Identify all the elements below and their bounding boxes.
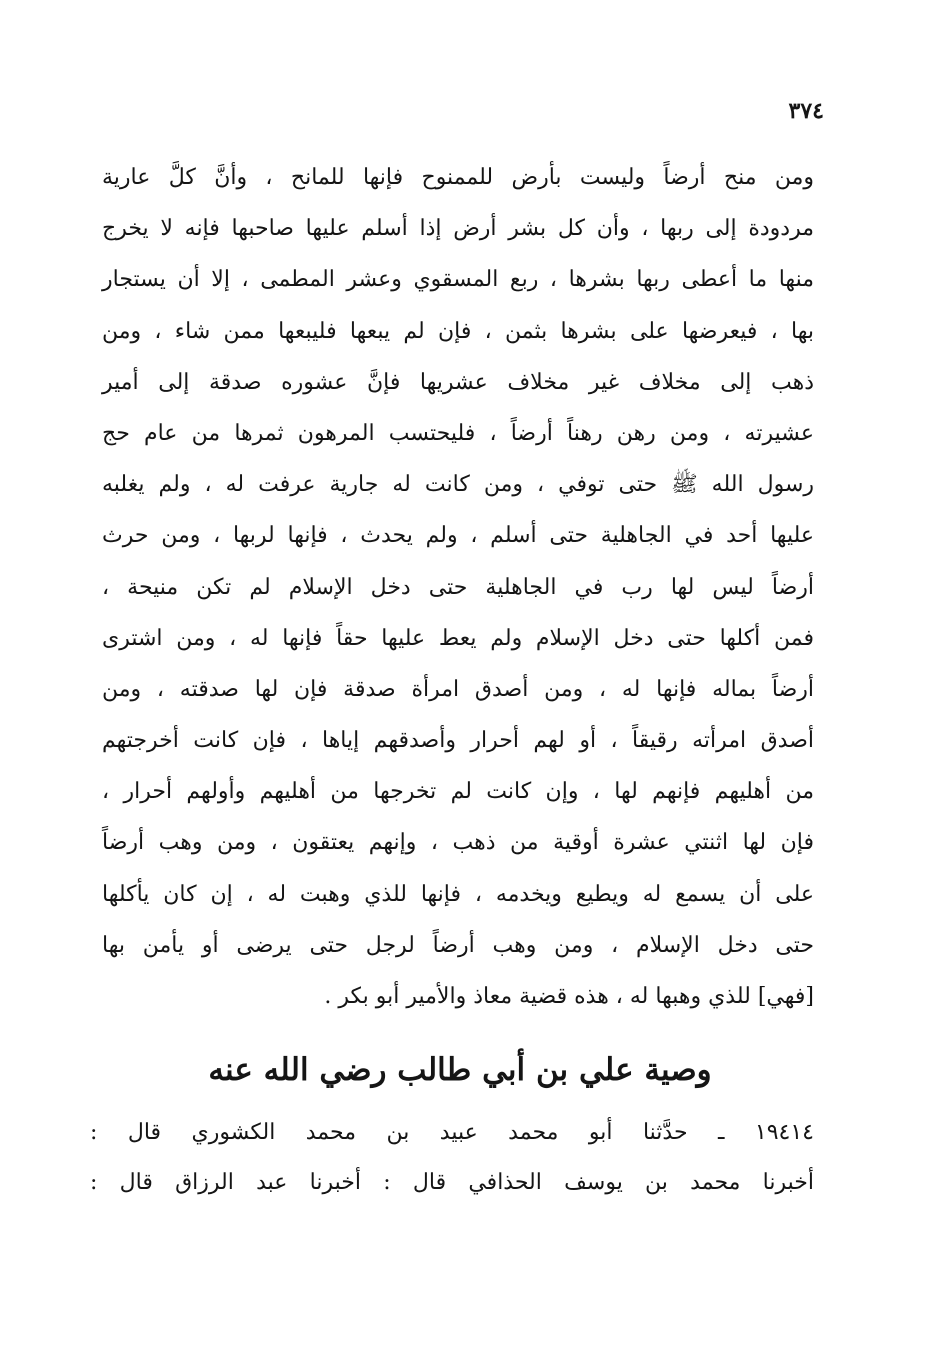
text-line: مردودة إلى ربها ، وأن كل بشر أرض إذا أسلم عليها صاحبها فإنه لا يخرج bbox=[102, 216, 814, 242]
text-line: رسول الله ﷺ حتى توفي ، ومن كانت له جارية عرفت له ، ولم يغلبه bbox=[102, 472, 814, 498]
hadith-line: أخبرنا محمد بن يوسف الحذافي قال : أخبرنا عبد الرزاق قال : bbox=[90, 1170, 814, 1195]
text-line: فإن لها اثنتي عشرة أوقية من ذهب ، وإنهم يعتقون ، ومن وهب أرضاً bbox=[102, 830, 814, 856]
text-line: ومن منح أرضاً وليست بأرض للممنوح فإنها للمانح ، وأنَّ كلَّ عارية bbox=[102, 165, 814, 190]
text-line: حتى دخل الإسلام ، ومن وهب أرضاً لرجل حتى يرضى أو يأمن بها bbox=[102, 932, 814, 958]
hadith-text bbox=[90, 1108, 814, 1208]
text-line: منها ما أعطى ربها بشرها ، ربع المسقوي وعشر المطمى ، إلا أن يستجار bbox=[102, 267, 814, 293]
body-text bbox=[102, 152, 814, 1022]
text-line: فمن أكلها حتى دخل الإسلام ولم يعط عليها حقاً فإنها له ، ومن اشترى bbox=[102, 625, 814, 651]
text-line: ذهب إلى مخلاف غير مخلاف عشريها فإنَّ عشوره صدقة إلى أمير bbox=[102, 369, 814, 395]
text-line: عشيرته ، ومن رهن رهناً أرضاً ، فليحتسب المرهون ثمرها من عام حج bbox=[102, 420, 814, 446]
section-heading: وصية علي بن أبي طالب رضي الله عنه bbox=[208, 1052, 712, 1088]
text-line: أرضاً بماله فإنها له ، ومن أصدق امرأة صدقة فإن لها صدقته ، ومن bbox=[102, 676, 814, 702]
text-line: أصدق امرأته رقيقاً ، أو لهم أحرار وأصدقهم إياها ، فإن كانت أخرجتهم bbox=[102, 728, 814, 754]
page-number: ٣٧٤ bbox=[788, 98, 824, 124]
text-line: بها ، فيعرضها على بشرها بثمن ، فإن لم يبعها فليبعها ممن شاء ، ومن bbox=[102, 318, 814, 344]
text-line: عليها أحد في الجاهلية حتى أسلم ، ولم يحدث ، فإنها لربها ، ومن حرث bbox=[102, 523, 814, 549]
hadith-line: ١٩٤١٤ ـ حدَّثنا أبو محمد عبيد بن محمد الكشوري قال : bbox=[90, 1120, 814, 1145]
text-line: من أهليهم فإنهم لها ، وإن كانت لم تخرجها من أهليهم وأولهم أحرار ، bbox=[102, 779, 814, 805]
text-line: أرضاً ليس لها رب في الجاهلية حتى دخل الإسلام لم تكن منيحة ، bbox=[102, 574, 814, 600]
text-line: [فهي] للذي وهبها له ، هذه قضية معاذ والأمير أبو بكر . bbox=[324, 984, 814, 1009]
text-line: على أن يسمع له ويطيع ويخدمه ، فإنها للذي وهبت له ، إن كان يأكلها bbox=[102, 881, 814, 907]
